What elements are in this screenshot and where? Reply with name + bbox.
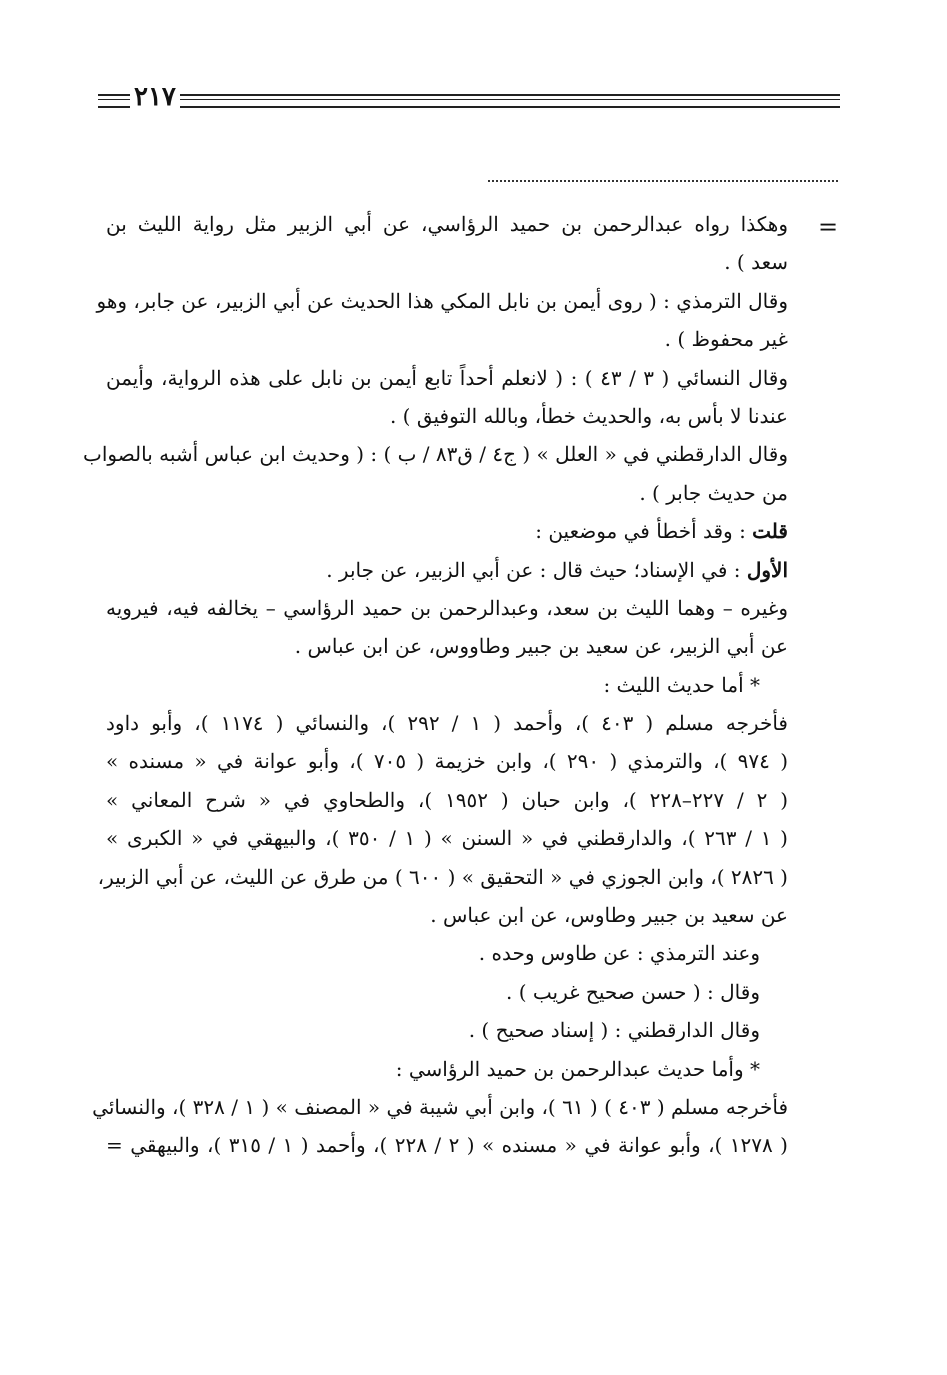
text-line bbox=[106, 243, 788, 281]
text-line bbox=[106, 512, 788, 550]
line-text: من حديث جابر ) . bbox=[639, 480, 788, 505]
continuation-mark: = bbox=[818, 213, 839, 241]
line-text: : في الإسناد؛ حيث قال : عن أبي الزبير، عن جابر . bbox=[326, 557, 747, 582]
text-line bbox=[82, 435, 788, 473]
text-line bbox=[106, 359, 788, 397]
text-line bbox=[97, 858, 788, 896]
text-line bbox=[106, 397, 788, 435]
bold-term: قلت bbox=[752, 519, 788, 544]
footnote-separator bbox=[488, 180, 838, 182]
text-line bbox=[106, 320, 788, 358]
line-text: ( ٩٧٤ )، والترمذي ( ٢٩٠ )، وابن خزيمة ( ٧٠٥ )، وأبو عوانة في « مسنده » bbox=[106, 749, 789, 774]
line-text: فأخرجه مسلم ( ٤٠٣ ) ( ٦١ )، وابن أبي شيبة في « المصنف » ( ١ / ٣٢٨ )، والنسائي bbox=[92, 1094, 788, 1119]
text-line bbox=[106, 934, 788, 972]
bold-term: الأول bbox=[746, 557, 788, 582]
line-text: ( ٢ / ٢٢٧–٢٢٨ )، وابن حبان ( ١٩٥٢ )، والطحاوي في « شرح المعاني » bbox=[106, 787, 789, 812]
text-line bbox=[106, 551, 788, 589]
line-text: وهكذا رواه عبدالرحمن بن حميد الرؤاسي، عن أبي الزبير مثل رواية الليث بن bbox=[106, 212, 788, 236]
text-line bbox=[106, 627, 788, 665]
text-line bbox=[92, 1088, 788, 1126]
line-text: وغيره – وهما الليث بن سعد، وعبدالرحمن بن حميد الرؤاسي – يخالفه فيه، فيرويه bbox=[106, 595, 788, 620]
line-text: ( ٢٨٢٦ )، وابن الجوزي في « التحقيق » ( ٦٠٠ ) من طرق عن الليث، عن أبي الزبير، bbox=[97, 864, 788, 889]
text-line bbox=[106, 589, 788, 627]
line-text: * أما حديث الليث : bbox=[603, 672, 760, 697]
text-line bbox=[106, 819, 788, 857]
line-text: : وقد أخطأ في موضعين : bbox=[535, 519, 753, 544]
line-text: عن سعيد بن جبير وطاوس، عن ابن عباس . bbox=[430, 903, 788, 928]
text-line bbox=[106, 781, 788, 819]
header-rule-left bbox=[98, 94, 130, 108]
text-line bbox=[106, 1011, 788, 1049]
page-header bbox=[98, 82, 840, 116]
line-text: عندنا لا بأس به، والحديث خطأ، وبالله التوفيق ) . bbox=[389, 403, 788, 428]
footnote-text bbox=[82, 205, 789, 1165]
line-text: وقال الدارقطني في « العلل » ( ج٤ / ق٨٣ / ب ) : ( وحديث ابن عباس أشبه بالصواب bbox=[82, 442, 788, 467]
line-text: ( ١ / ٢٦٣ )، والدارقطني في « السنن » ( ١ / ٣٥٠ )، والبيهقي في « الكبرى » bbox=[106, 826, 788, 851]
line-text: وقال الترمذي : ( روى أيمن بن نابل المكي هذا الحديث عن أبي الزبير، عن جابر، وهو bbox=[96, 288, 788, 313]
line-text: فأخرجه مسلم ( ٤٠٣ )، وأحمد ( ١ / ٢٩٢ )، والنسائي ( ١١٧٤ )، وأبو داود bbox=[106, 711, 788, 736]
line-text: وقال النسائي ( ٣ / ٤٣ ) : ( لانعلم أحداً تابع أيمن بن نابل على هذه الرواية، وأيمن bbox=[106, 365, 789, 390]
text-line bbox=[106, 896, 788, 934]
line-text: وعند الترمذي : عن طاوس وحده . bbox=[478, 941, 760, 966]
line-text: غير محفوظ ) . bbox=[664, 327, 788, 352]
text-line bbox=[106, 704, 788, 742]
text-line bbox=[106, 973, 788, 1011]
text-line bbox=[106, 474, 788, 512]
text-line bbox=[96, 282, 788, 320]
page-number: ٢١٧ bbox=[134, 82, 176, 112]
text-line bbox=[106, 1050, 788, 1088]
text-line bbox=[106, 205, 788, 243]
header-rule-right bbox=[180, 94, 840, 108]
line-text: ( ١٢٧٨ )، وأبو عوانة في « مسنده » ( ٢ / ٢٢٨ )، وأحمد ( ١ / ٣١٥ )، والبيهقي = bbox=[106, 1133, 788, 1158]
line-text: * وأما حديث عبدالرحمن بن حميد الرؤاسي : bbox=[395, 1056, 760, 1081]
text-line bbox=[106, 1126, 788, 1164]
text-line bbox=[106, 666, 788, 704]
text-line bbox=[106, 742, 788, 780]
line-text: عن أبي الزبير، عن سعيد بن جبير وطاووس، عن ابن عباس . bbox=[294, 634, 788, 659]
line-text: وقال الدارقطني : ( إسناد صحيح ) . bbox=[468, 1018, 760, 1043]
line-text: وقال : ( حسن صحيح غريب ) . bbox=[505, 979, 760, 1004]
line-text: سعد ) . bbox=[724, 250, 788, 275]
